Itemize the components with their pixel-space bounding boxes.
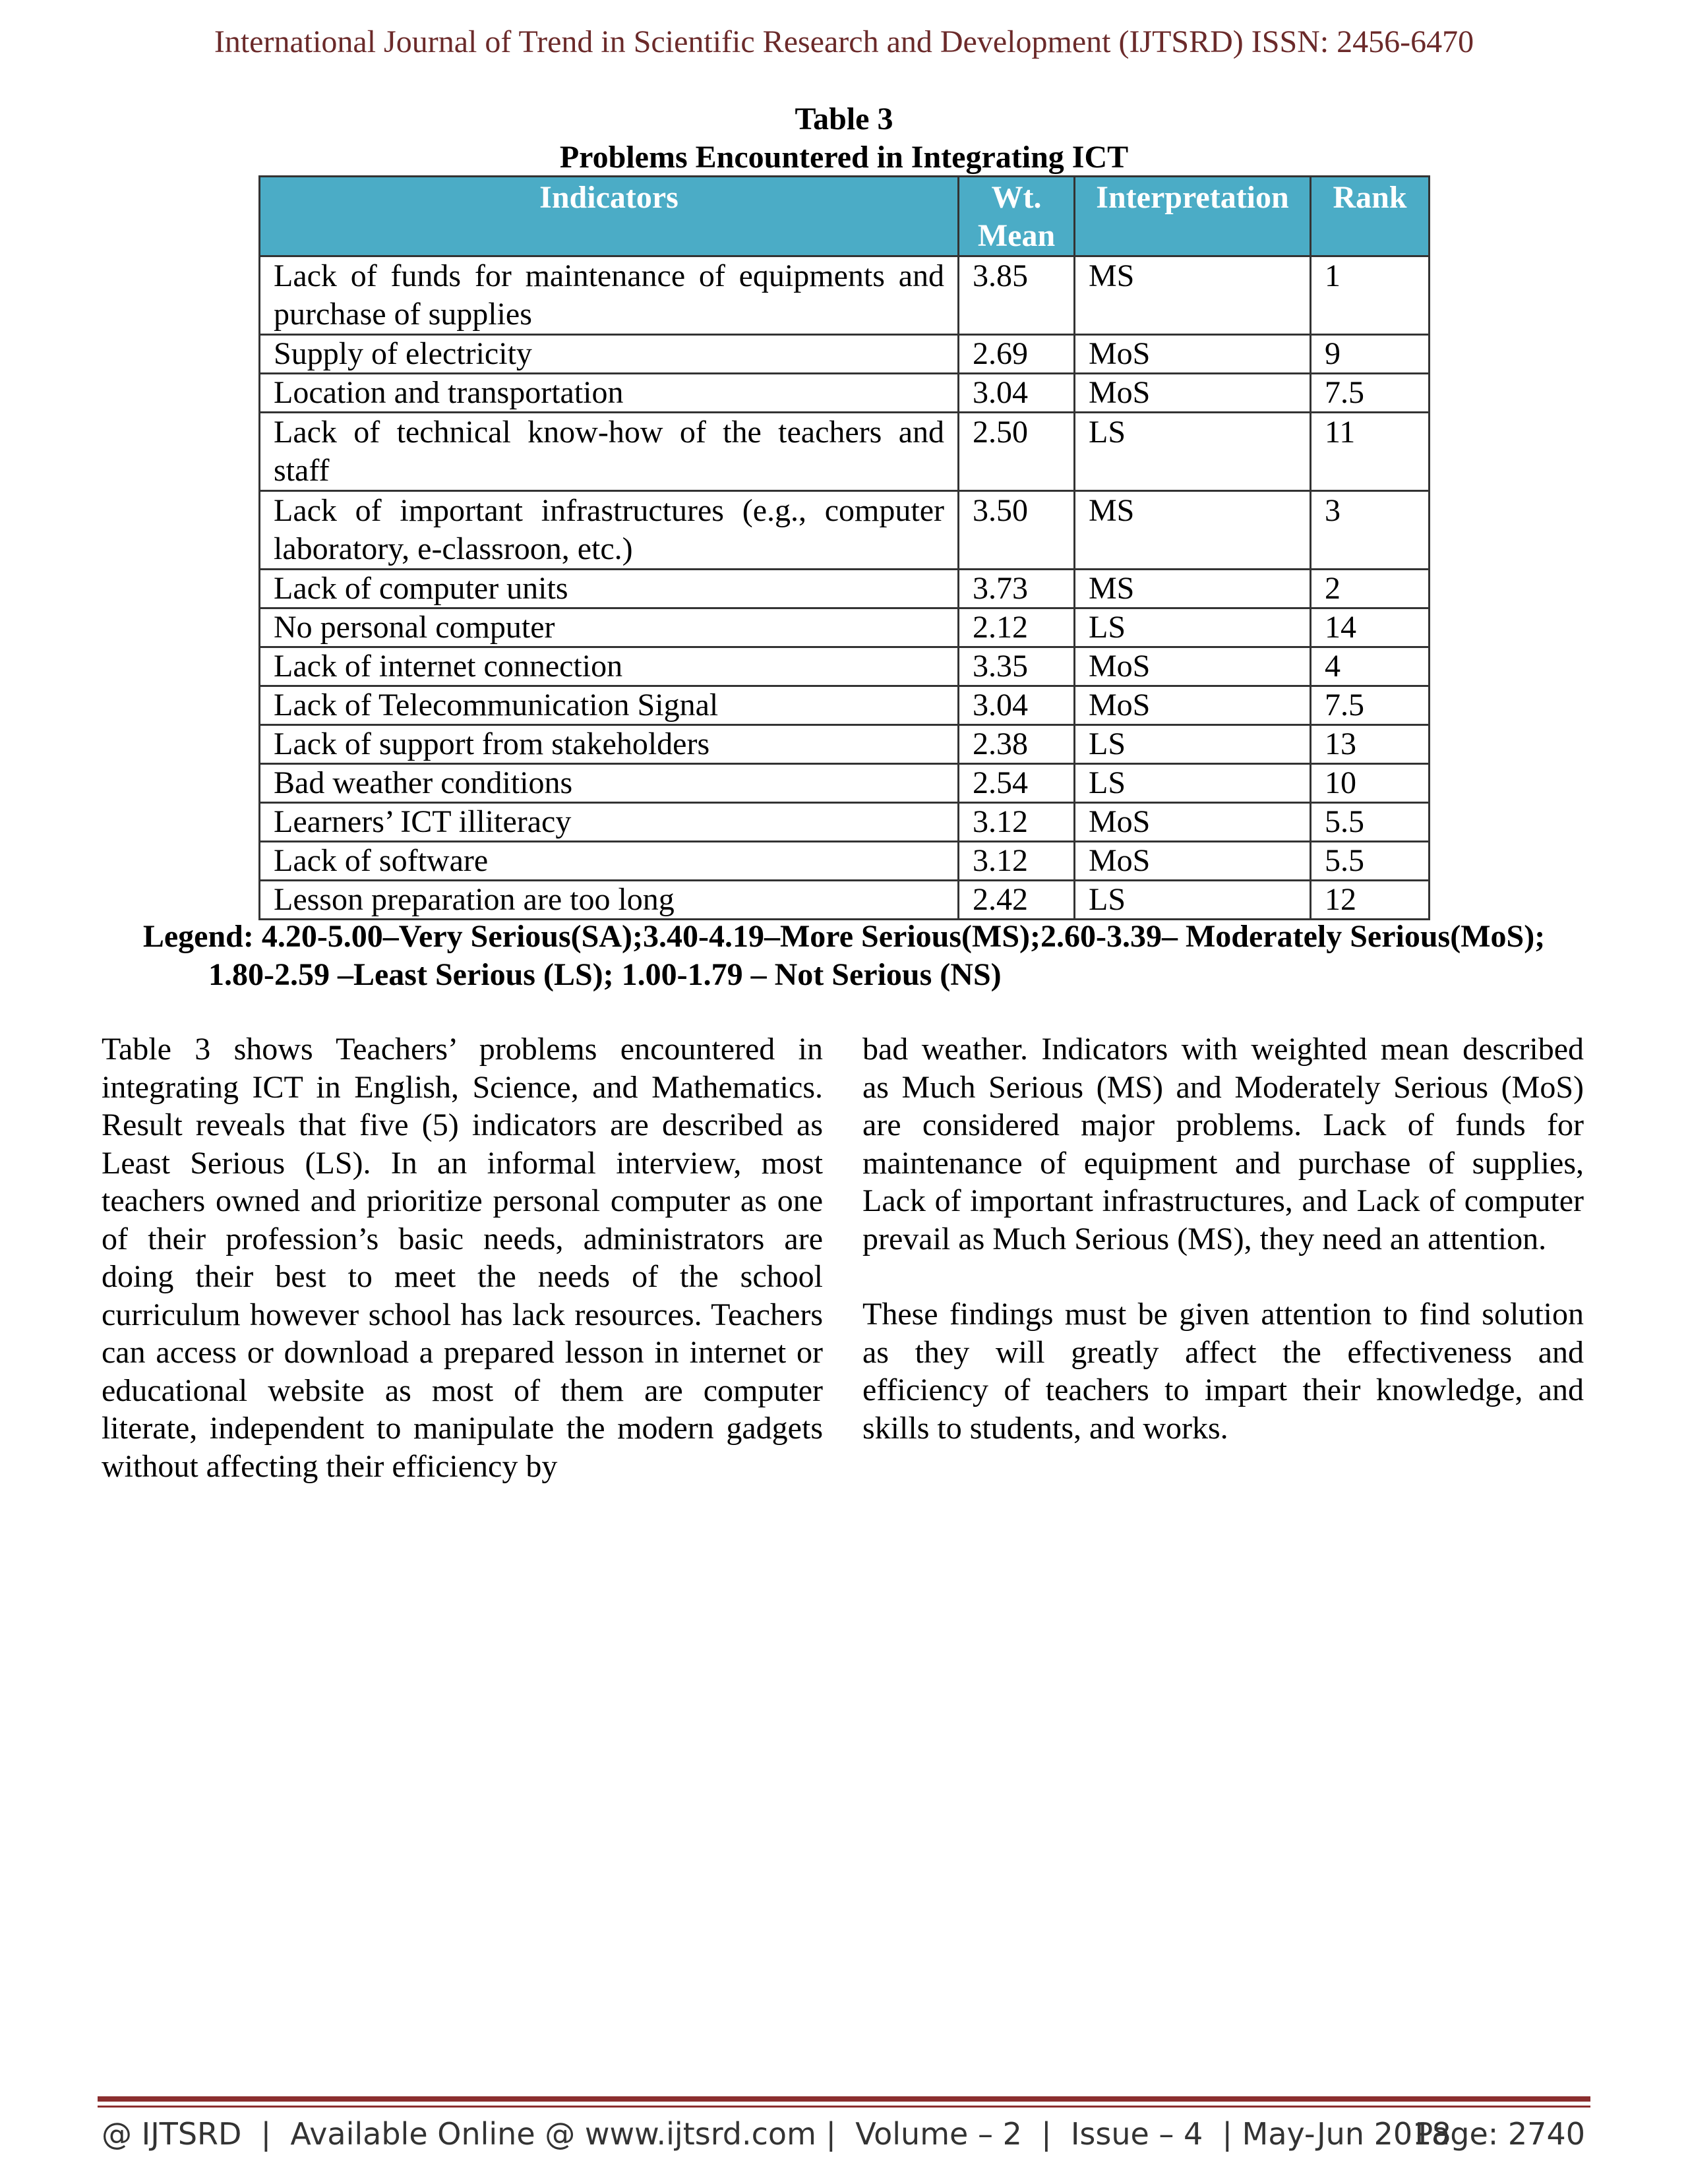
cell-rank: 13 — [1311, 725, 1430, 764]
cell-interpretation: LS — [1075, 764, 1311, 803]
footer-page-number: Page: 2740 — [1414, 2116, 1585, 2152]
cell-mean: 3.12 — [959, 842, 1075, 881]
footer-publication-info: @ IJTSRD | Available Online @ www.ijtsrd.com | Volume – 2 | Issue – 4 | May-Jun 2018 — [102, 2116, 1451, 2152]
body-column-right — [862, 1030, 1584, 1447]
cell-mean: 3.50 — [959, 491, 1075, 570]
table-row — [260, 803, 1430, 842]
cell-indicator: Lesson preparation are too long — [260, 881, 959, 920]
cell-indicator: Lack of support from stakeholders — [260, 725, 959, 764]
cell-rank: 5.5 — [1311, 842, 1430, 881]
table-legend-line-1: Legend: 4.20-5.00–Very Serious(SA);3.40-4.19–More Serious(MS);2.60-3.39– Moderately Serious(MoS); — [142, 919, 1546, 954]
table-legend-line-2: 1.80-2.59 –Least Serious (LS); 1.00-1.79 – Not Serious (NS) — [208, 957, 1002, 992]
table-row — [260, 570, 1430, 608]
cell-mean: 3.04 — [959, 686, 1075, 725]
cell-interpretation: MoS — [1075, 374, 1311, 413]
cell-indicator: Lack of Telecommunication Signal — [260, 686, 959, 725]
cell-rank: 3 — [1311, 491, 1430, 570]
table-number: Table 3 — [795, 102, 893, 136]
column-header-rank: Rank — [1311, 177, 1430, 256]
cell-rank: 10 — [1311, 764, 1430, 803]
running-header: International Journal of Trend in Scientific Research and Development (IJTSRD) ISSN: 2456-6470 — [214, 24, 1474, 59]
table-row — [260, 647, 1430, 686]
cell-rank: 1 — [1311, 256, 1430, 335]
table-row — [260, 686, 1430, 725]
cell-rank: 11 — [1311, 413, 1430, 491]
cell-indicator: No personal computer — [260, 608, 959, 647]
cell-interpretation: MoS — [1075, 335, 1311, 374]
cell-indicator: Supply of electricity — [260, 335, 959, 374]
column-header-interpretation: Interpretation — [1075, 177, 1311, 256]
cell-rank: 7.5 — [1311, 686, 1430, 725]
cell-mean: 2.69 — [959, 335, 1075, 374]
cell-indicator: Lack of funds for maintenance of equipments and purchase of supplies — [260, 256, 959, 335]
footer-rule-thin — [98, 2106, 1590, 2108]
cell-mean: 3.85 — [959, 256, 1075, 335]
body-paragraph: Table 3 shows Teachers’ problems encountered in integrating ICT in English, Science, and Mathematics. Result reveals that five (5) indicators are described as Least Serious (LS). In an informal interview, most teachers owned and prioritize personal computer as one of their profession’s basic needs, administrators are doing their best to meet the needs of the school curriculum however school has lack resources. Teachers can access or download a prepared lesson in internet or educational website as most of them are computer literate, independent to manipulate the modern gadgets without affecting their efficiency by — [102, 1032, 823, 1484]
cell-mean: 3.35 — [959, 647, 1075, 686]
cell-interpretation: MoS — [1075, 803, 1311, 842]
cell-interpretation: LS — [1075, 725, 1311, 764]
cell-mean: 3.12 — [959, 803, 1075, 842]
table-row — [260, 374, 1430, 413]
cell-mean: 2.42 — [959, 881, 1075, 920]
table-row — [260, 764, 1430, 803]
table-row — [260, 256, 1430, 335]
body-paragraph: bad weather. Indicators with weighted mean described as Much Serious (MS) and Moderately Serious (MoS) are considered major problems. Lack of funds for maintenance of equipment and purchase of supplies, Lack of important infrastructures, and Lack of computer prevail as Much Serious (MS), they need an attention. — [862, 1032, 1584, 1256]
cell-interpretation: MS — [1075, 570, 1311, 608]
cell-interpretation: LS — [1075, 881, 1311, 920]
cell-interpretation: MoS — [1075, 842, 1311, 881]
cell-mean: 2.38 — [959, 725, 1075, 764]
column-header-wt-mean: Wt. Mean — [959, 177, 1075, 256]
table-row — [260, 725, 1430, 764]
footer-rule — [98, 2096, 1590, 2102]
cell-mean: 2.12 — [959, 608, 1075, 647]
cell-indicator: Lack of important infrastructures (e.g., computer laboratory, e-classroon, etc.) — [260, 491, 959, 570]
cell-rank: 14 — [1311, 608, 1430, 647]
cell-mean: 2.54 — [959, 764, 1075, 803]
table-row — [260, 335, 1430, 374]
table-row — [260, 608, 1430, 647]
cell-indicator: Lack of software — [260, 842, 959, 881]
table-row — [260, 842, 1430, 881]
cell-interpretation: LS — [1075, 413, 1311, 491]
cell-interpretation: MS — [1075, 491, 1311, 570]
cell-indicator: Bad weather conditions — [260, 764, 959, 803]
body-paragraph: These findings must be given attention to find solution as they will greatly affect the effectiveness and efficiency of teachers to impart their knowledge, and skills to students, and works. — [862, 1297, 1584, 1446]
cell-rank: 9 — [1311, 335, 1430, 374]
cell-interpretation: LS — [1075, 608, 1311, 647]
table-row — [260, 491, 1430, 570]
data-table — [258, 175, 1430, 920]
cell-indicator: Location and transportation — [260, 374, 959, 413]
cell-rank: 7.5 — [1311, 374, 1430, 413]
cell-indicator: Lack of internet connection — [260, 647, 959, 686]
cell-mean: 3.73 — [959, 570, 1075, 608]
cell-interpretation: MoS — [1075, 686, 1311, 725]
cell-rank: 5.5 — [1311, 803, 1430, 842]
cell-interpretation: MS — [1075, 256, 1311, 335]
cell-indicator: Lack of technical know-how of the teachers and staff — [260, 413, 959, 491]
table-body — [260, 256, 1430, 920]
cell-indicator: Learners’ ICT illiteracy — [260, 803, 959, 842]
cell-indicator: Lack of computer units — [260, 570, 959, 608]
cell-rank: 2 — [1311, 570, 1430, 608]
body-column-left — [102, 1030, 823, 1485]
table-row — [260, 881, 1430, 920]
table-title: Problems Encountered in Integrating ICT — [559, 140, 1129, 175]
cell-interpretation: MoS — [1075, 647, 1311, 686]
cell-rank: 12 — [1311, 881, 1430, 920]
table-header-row — [260, 177, 1430, 256]
cell-mean: 2.50 — [959, 413, 1075, 491]
column-header-indicators: Indicators — [260, 177, 959, 256]
cell-mean: 3.04 — [959, 374, 1075, 413]
table-row — [260, 413, 1430, 491]
cell-rank: 4 — [1311, 647, 1430, 686]
